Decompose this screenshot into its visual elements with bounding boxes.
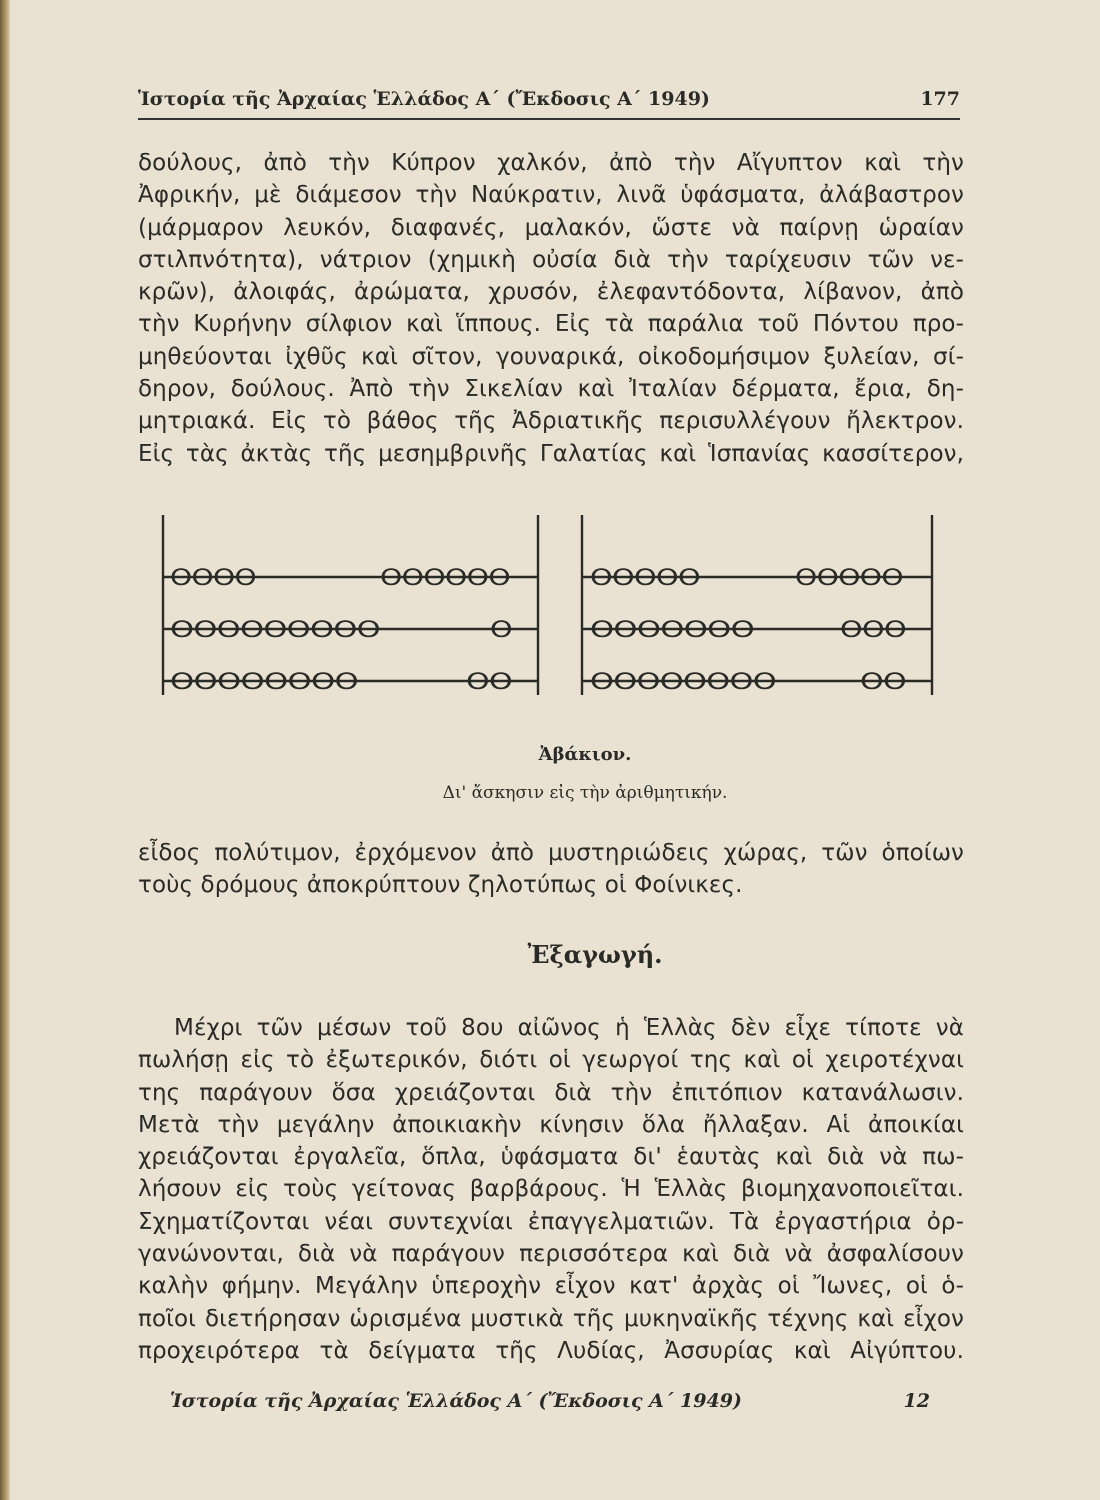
abacus-figure xyxy=(150,505,950,705)
right-abacus-row-1-left-beads: OOOOO xyxy=(590,566,701,591)
right-abacus-row-2-left-beads: OOOOOOO xyxy=(590,618,755,643)
left-abacus-row-3-left-beads: OOOOOOOO xyxy=(170,670,359,695)
paragraph-1 xyxy=(138,147,964,470)
text-line: δηρον, δούλους. Ἀπὸ τὴν Σικελίαν καὶ Ἰταλίαν δέρματα, ἔρια, δη- xyxy=(138,376,964,403)
text-line: κρῶν), ἀλοιφάς, ἀρώματα, χρυσόν, ἐλεφαντόδοντα, λίβανον, ἀπὸ xyxy=(138,279,964,306)
text-line: τοὺς δρόμους ἀποκρύπτουν ζηλοτύπως οἱ Φοίνικες. xyxy=(138,872,743,899)
abacus-illustration xyxy=(150,505,950,705)
text-line: Ἀφρικήν, μὲ διάμεσον τὴν Ναύκρατιν, λινᾶ ὑφάσματα, ἀλάβαστρον xyxy=(138,182,964,209)
right-abacus-row-3-right-beads: OO xyxy=(860,670,907,695)
left-abacus-row-3-right-beads: OO xyxy=(466,670,513,695)
paragraph-3 xyxy=(138,1012,964,1367)
page-footer xyxy=(170,1390,930,1420)
right-abacus-row-2-right-beads: OOO xyxy=(840,618,907,643)
figure-caption-subtitle: Δι' ἄσκησιν εἰς τὴν ἀριθμητικήν. xyxy=(442,783,728,803)
text-line: δούλους, ἀπὸ τὴν Κύπρον χαλκόν, ἀπὸ τὴν Αἴγυπτον καὶ τὴν xyxy=(138,150,964,176)
text-line: χρειάζονται ἐργαλεῖα, ὅπλα, ὑφάσματα δι' ἑαυτὰς καὶ διὰ νὰ πω- xyxy=(138,1144,964,1171)
text-line: της παράγουν ὅσα χρειάζονται διὰ τὴν ἐπιτόπιον κατανάλωσιν. xyxy=(138,1079,964,1106)
text-line: γανώνονται, διὰ νὰ παράγουν περισσότερα καὶ διὰ νὰ ἀσφαλίσουν xyxy=(138,1241,964,1268)
signature-mark: 12 xyxy=(903,1390,930,1412)
text-line: πωλήσῃ εἰς τὸ ἐξωτερικόν, διότι οἱ γεωργοί της καὶ οἱ χειροτέχναι xyxy=(138,1047,964,1074)
text-line: ποῖοι διετήρησαν ὡρισμένα μυστικὰ τῆς μυκηναϊκῆς τέχνης καὶ εἶχον xyxy=(138,1305,964,1332)
text-line: προχειρότερα τὰ δείγματα τῆς Λυδίας, Ἀσσυρίας καὶ Αἰγύπτου. xyxy=(138,1337,964,1364)
right-abacus-row-1-right-beads: OOOOO xyxy=(795,566,904,591)
left-abacus-row-2-left-beads: OOOOOOOOO xyxy=(170,618,381,643)
footer-running-title: Ἱστορία τῆς Ἀρχαίας Ἑλλάδος Α΄ (Ἔκδοσις Α΄ 1949) xyxy=(170,1390,742,1412)
left-abacus-row-2-right-beads: O xyxy=(490,618,513,643)
text-line: μητριακά. Εἰς τὸ βάθος τῆς Ἀδριατικῆς περισυλλέγουν ἤλεκτρον. xyxy=(138,408,964,435)
running-title: Ἱστορία τῆς Ἀρχαίας Ἑλλάδος Α΄ (Ἔκδοσις Α΄ 1949) xyxy=(138,88,710,110)
right-abacus-row-3-left-beads: OOOOOOOO xyxy=(590,670,777,695)
page-header xyxy=(138,84,960,120)
left-abacus-row-1-right-beads: OOOOOO xyxy=(380,566,511,591)
page-number: 177 xyxy=(920,88,960,110)
text-line: λήσουν εἰς τοὺς γείτονας βαρβάρους. Ἡ Ἑλλὰς βιομηχανοποιεῖται. xyxy=(138,1176,964,1203)
figure-caption-title: Ἀβάκιον. xyxy=(538,744,632,765)
text-line: μηθεύονται ἰχθῦς καὶ σῖτον, γουναρικά, οἰκοδομήσιμον ξυλείαν, σί- xyxy=(138,343,964,370)
section-heading: Ἐξαγωγή. xyxy=(527,940,663,969)
text-line: Εἰς τὰς ἀκτὰς τῆς μεσημβρινῆς Γαλατίας καὶ Ἱσπανίας κασσίτερον, xyxy=(138,440,964,467)
page-binding-edge xyxy=(0,0,10,1500)
text-line: στιλπνότητα), νάτριον (χημικὴ οὐσία διὰ τὴν ταρίχευσιν τῶν νε- xyxy=(138,246,964,273)
text-line: καλὴν φήμην. Μεγάλην ὑπεροχὴν εἶχον κατ' ἀρχὰς οἱ Ἴωνες, οἱ ὁ- xyxy=(138,1273,964,1300)
text-line: τὴν Κυρήνην σίλφιον καὶ ἵππους. Εἰς τὰ παράλια τοῦ Πόντου προ- xyxy=(138,311,964,338)
text-line: Σχηματίζονται νέαι συντεχνίαι ἐπαγγελματιῶν. Τὰ ἐργαστήρια ὀρ- xyxy=(138,1208,964,1235)
left-abacus-row-1-left-beads: OOOO xyxy=(170,566,257,591)
text-line: (μάρμαρον λευκόν, διαφανές, μαλακόν, ὥστε νὰ παίρνῃ ὡραίαν xyxy=(138,214,964,241)
text-line: Μέχρι τῶν μέσων τοῦ 8ου αἰῶνος ἡ Ἑλλὰς δὲν εἶχε τίποτε νὰ xyxy=(174,1015,964,1041)
text-line: Μετὰ τὴν μεγάλην ἀποικιακὴν κίνησιν ὅλα ἤλλαξαν. Αἱ ἀποικίαι xyxy=(138,1111,964,1138)
text-line: εἶδος πολύτιμον, ἐρχόμενον ἀπὸ μυστηριώδεις χώρας, τῶν ὁποίων xyxy=(138,840,964,866)
paragraph-2 xyxy=(138,837,964,902)
